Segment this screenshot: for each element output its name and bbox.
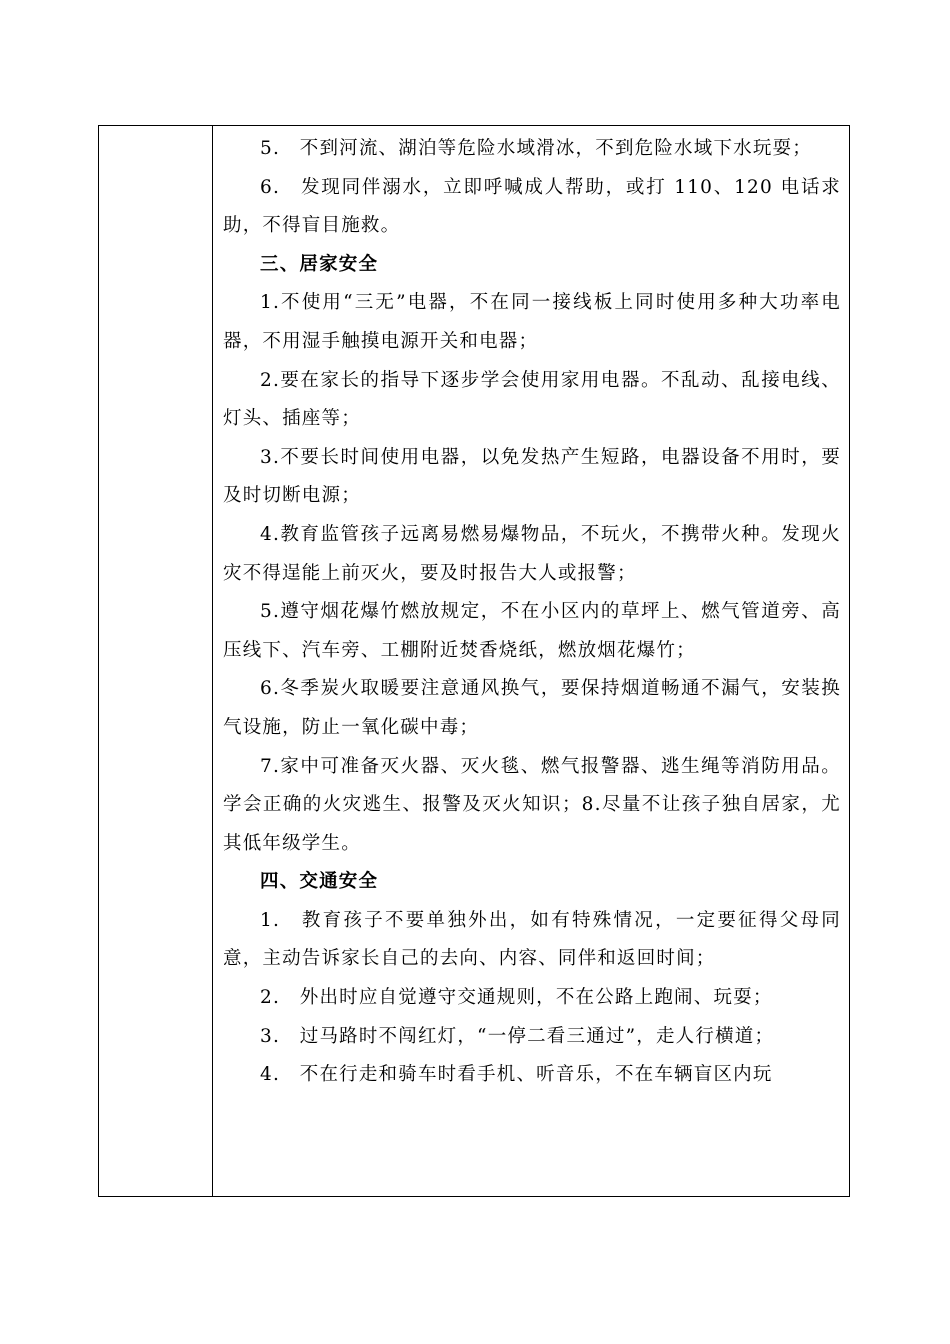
home-safety-item-5: 5.遵守烟花爆竹燃放规定，不在小区内的草坪上、燃气管道旁、高压线下、汽车旁、工棚附近焚香烧纸，燃放烟花爆竹； — [223, 601, 841, 661]
section-heading-traffic-safety: 四、交通安全 — [260, 871, 379, 893]
home-safety-item-6: 6.冬季炭火取暖要注意通风换气，要保持烟道畅通不漏气，安装换气设施，防止一氧化碳中毒； — [223, 678, 841, 738]
traffic-safety-item-3: 3. 过马路时不闯红灯，“一停二看三通过”，走人行横道； — [260, 1025, 775, 1047]
table-content-column — [213, 126, 849, 1196]
traffic-safety-item-1: 1. 教育孩子不要单独外出，如有特殊情况，一定要征得父母同意，主动告诉家长自己的去向、内容、同伴和返回时间； — [223, 909, 841, 970]
traffic-safety-item-2: 2. 外出时应自觉遵守交通规则，不在公路上跑闹、玩耍； — [260, 987, 773, 1009]
home-safety-item-3: 3.不要长时间使用电器，以免发热产生短路，电器设备不用时，要及时切断电源； — [223, 446, 841, 507]
home-safety-item-7: 7.家中可准备灭火器、灭火毯、燃气报警器、逃生绳等消防用品。学会正确的火灾逃生、报警及灭火知识；8.尽量不让孩子独自居家，尤其低年级学生。 — [223, 755, 841, 854]
water-safety-item-5: 5. 不到河流、湖泊等危险水域滑冰，不到危险水域下水玩耍； — [260, 138, 812, 159]
table-label-column — [99, 126, 213, 1196]
water-safety-item-6: 6. 发现同伴溺水，立即呼喊成人帮助，或打 110、120 电话求助，不得盲目施救。 — [223, 176, 841, 237]
content-table — [98, 125, 850, 1197]
home-safety-item-1: 1.不使用“三无”电器，不在同一接线板上同时使用多种大功率电器，不用湿手触摸电源开关和电器； — [223, 292, 841, 352]
traffic-safety-item-4: 4. 不在行走和骑车时看手机、听音乐，不在车辆盲区内玩 — [260, 1064, 773, 1086]
home-safety-item-2: 2.要在家长的指导下逐步学会使用家用电器。不乱动、乱接电线、灯头、插座等； — [223, 369, 841, 430]
section-heading-home-safety: 三、居家安全 — [260, 253, 379, 275]
home-safety-item-4: 4.教育监管孩子远离易燃易爆物品，不玩火，不携带火种。发现火灾不得逞能上前灭火，要及时报告大人或报警； — [223, 523, 841, 584]
